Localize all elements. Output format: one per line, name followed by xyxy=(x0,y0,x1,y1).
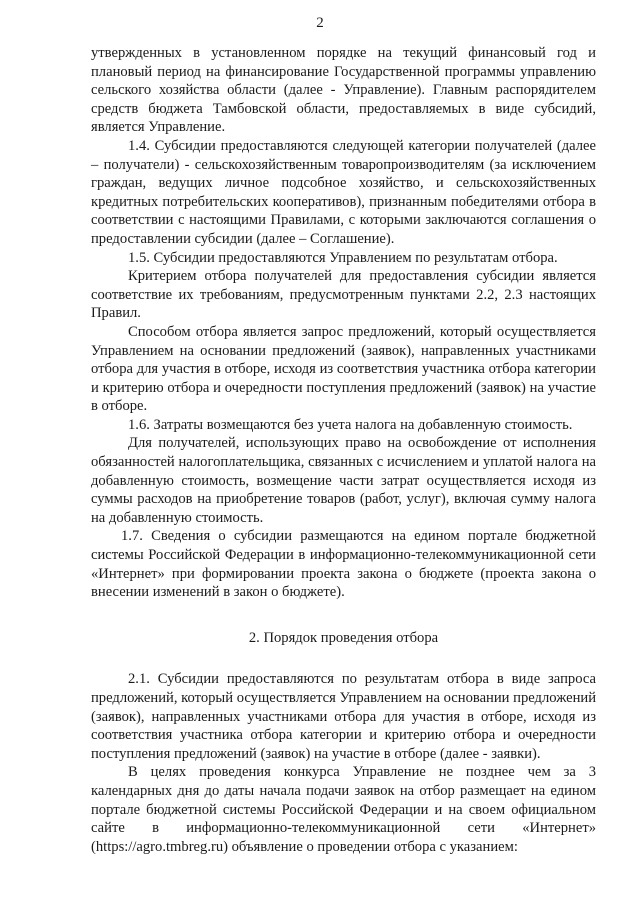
paragraph-announcement: В целях проведения конкурса Управление не позднее чем за 3 календарных дня до даты начала подачи заявок на отбор размещает на едином портале бюджетной системы Российской Федерации и на своем официальном сайте в информационно-телекоммуникационной сети «Интернет» (https://agro.tmbreg.ru) объявление о проведении отбора с указанием: xyxy=(91,764,596,855)
section-heading: 2. Порядок проведения отбора xyxy=(248,629,439,646)
paragraph-selection-criterion: Критерием отбора получателей для предоставления субсидии является соответствие их требованиям, предусмотренным пунктами 2.2, 2.3 настоящих Правил. xyxy=(91,268,596,322)
paragraph-funding-continuation: утвержденных в установленном порядке на текущий финансовый год и плановый период на финансирование Государственной программы управлению сельского хозяйства области (далее - Управление). Главным распорядителем средств бюджета Тамбовской области, предоставляемых в виде субсидий, является Управление. xyxy=(91,45,596,136)
paragraph-1-4: 1.4. Субсидии предоставляются следующей категории получателей (далее – получатели) - сельскохозяйственным товаропроизводителям (за исключением граждан, ведущих личное подсобное хозяйство, и сельскохозяйственных кредитных потребительских кооперативов), признанным победителями отбора в соответствии с настоящими Правилами, с которыми заключаются соглашения о предоставлении субсидии (далее – Соглашение). xyxy=(91,137,596,247)
page-number: 2 xyxy=(316,15,324,31)
paragraph-vat-exemption: Для получателей, использующих право на освобождение от исполнения обязанностей налогоплательщика, связанных с исчислением и уплатой налога на добавленную стоимость, возмещение части затрат осуществляется исходя из суммы расходов на приобретение товаров (работ, услуг), включая сумму налога на добавленную стоимость. xyxy=(91,435,596,526)
paragraph-1-7: 1.7. Сведения о субсидии размещаются на едином портале бюджетной системы Российской Федерации в информационно-телекоммуникационной сети «Интернет» при формировании проекта закона о бюджете (проекта закона о внесении изменений в закон о бюджете). xyxy=(91,528,596,601)
paragraph-2-1: 2.1. Субсидии предоставляются по результатам отбора в виде запроса предложений, который осуществляется Управлением на основании предложений (заявок), направленных участниками отбора для участия в отборе, исходя из соответствия участника отбора категории и критерию отбора и очередности поступления предложений (заявок) на участие в отборе (далее - заявки). xyxy=(91,671,596,762)
document-body xyxy=(91,44,596,856)
paragraph-selection-method: Способом отбора является запрос предложений, который осуществляется Управлением на основании предложений (заявок), направленных участниками отбора для участия в отборе, исходя из соответствия участника отбора категории и критерию отбора и очередности поступления предложений (заявок) на участие в отборе. xyxy=(91,323,596,415)
paragraph-1-5: 1.5. Субсидии предоставляются Управлением по результатам отбора. xyxy=(128,249,558,266)
paragraph-1-6: 1.6. Затраты возмещаются без учета налога на добавленную стоимость. xyxy=(128,416,573,433)
